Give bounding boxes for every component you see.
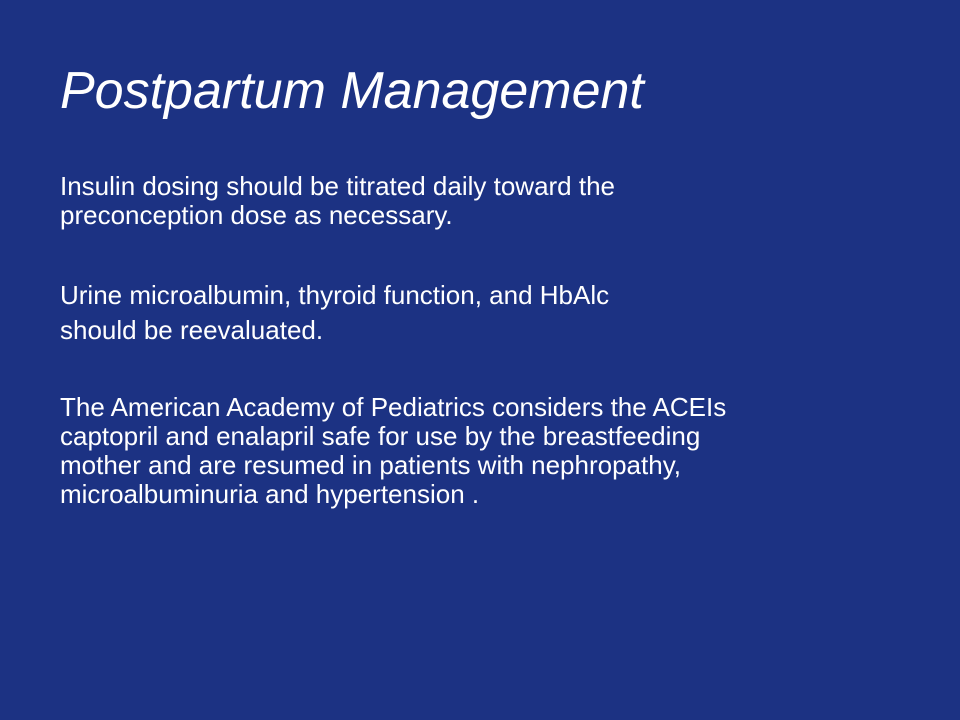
paragraph-insulin-dosing [60,172,930,230]
paragraph-line: The American Academy of Pediatrics considers the ACEIs [60,392,727,422]
paragraph-line: captopril and enalapril safe for use by the breastfeeding [60,421,701,451]
paragraph-line: microalbuminuria and hypertension . [60,479,480,509]
paragraph-reevaluation [60,278,930,348]
paragraph-line: mother and are resumed in patients with nephropathy, [60,450,681,480]
paragraph-line: Insulin dosing should be titrated daily toward the [60,171,616,201]
paragraph-line: Urine microalbumin, thyroid function, and HbAlc [60,280,610,310]
slide-title: Postpartum Management [60,62,644,120]
paragraph-acei-guidance [60,393,930,509]
paragraph-line: should be reevaluated. [60,315,324,345]
paragraph-line: preconception dose as necessary. [60,200,453,230]
